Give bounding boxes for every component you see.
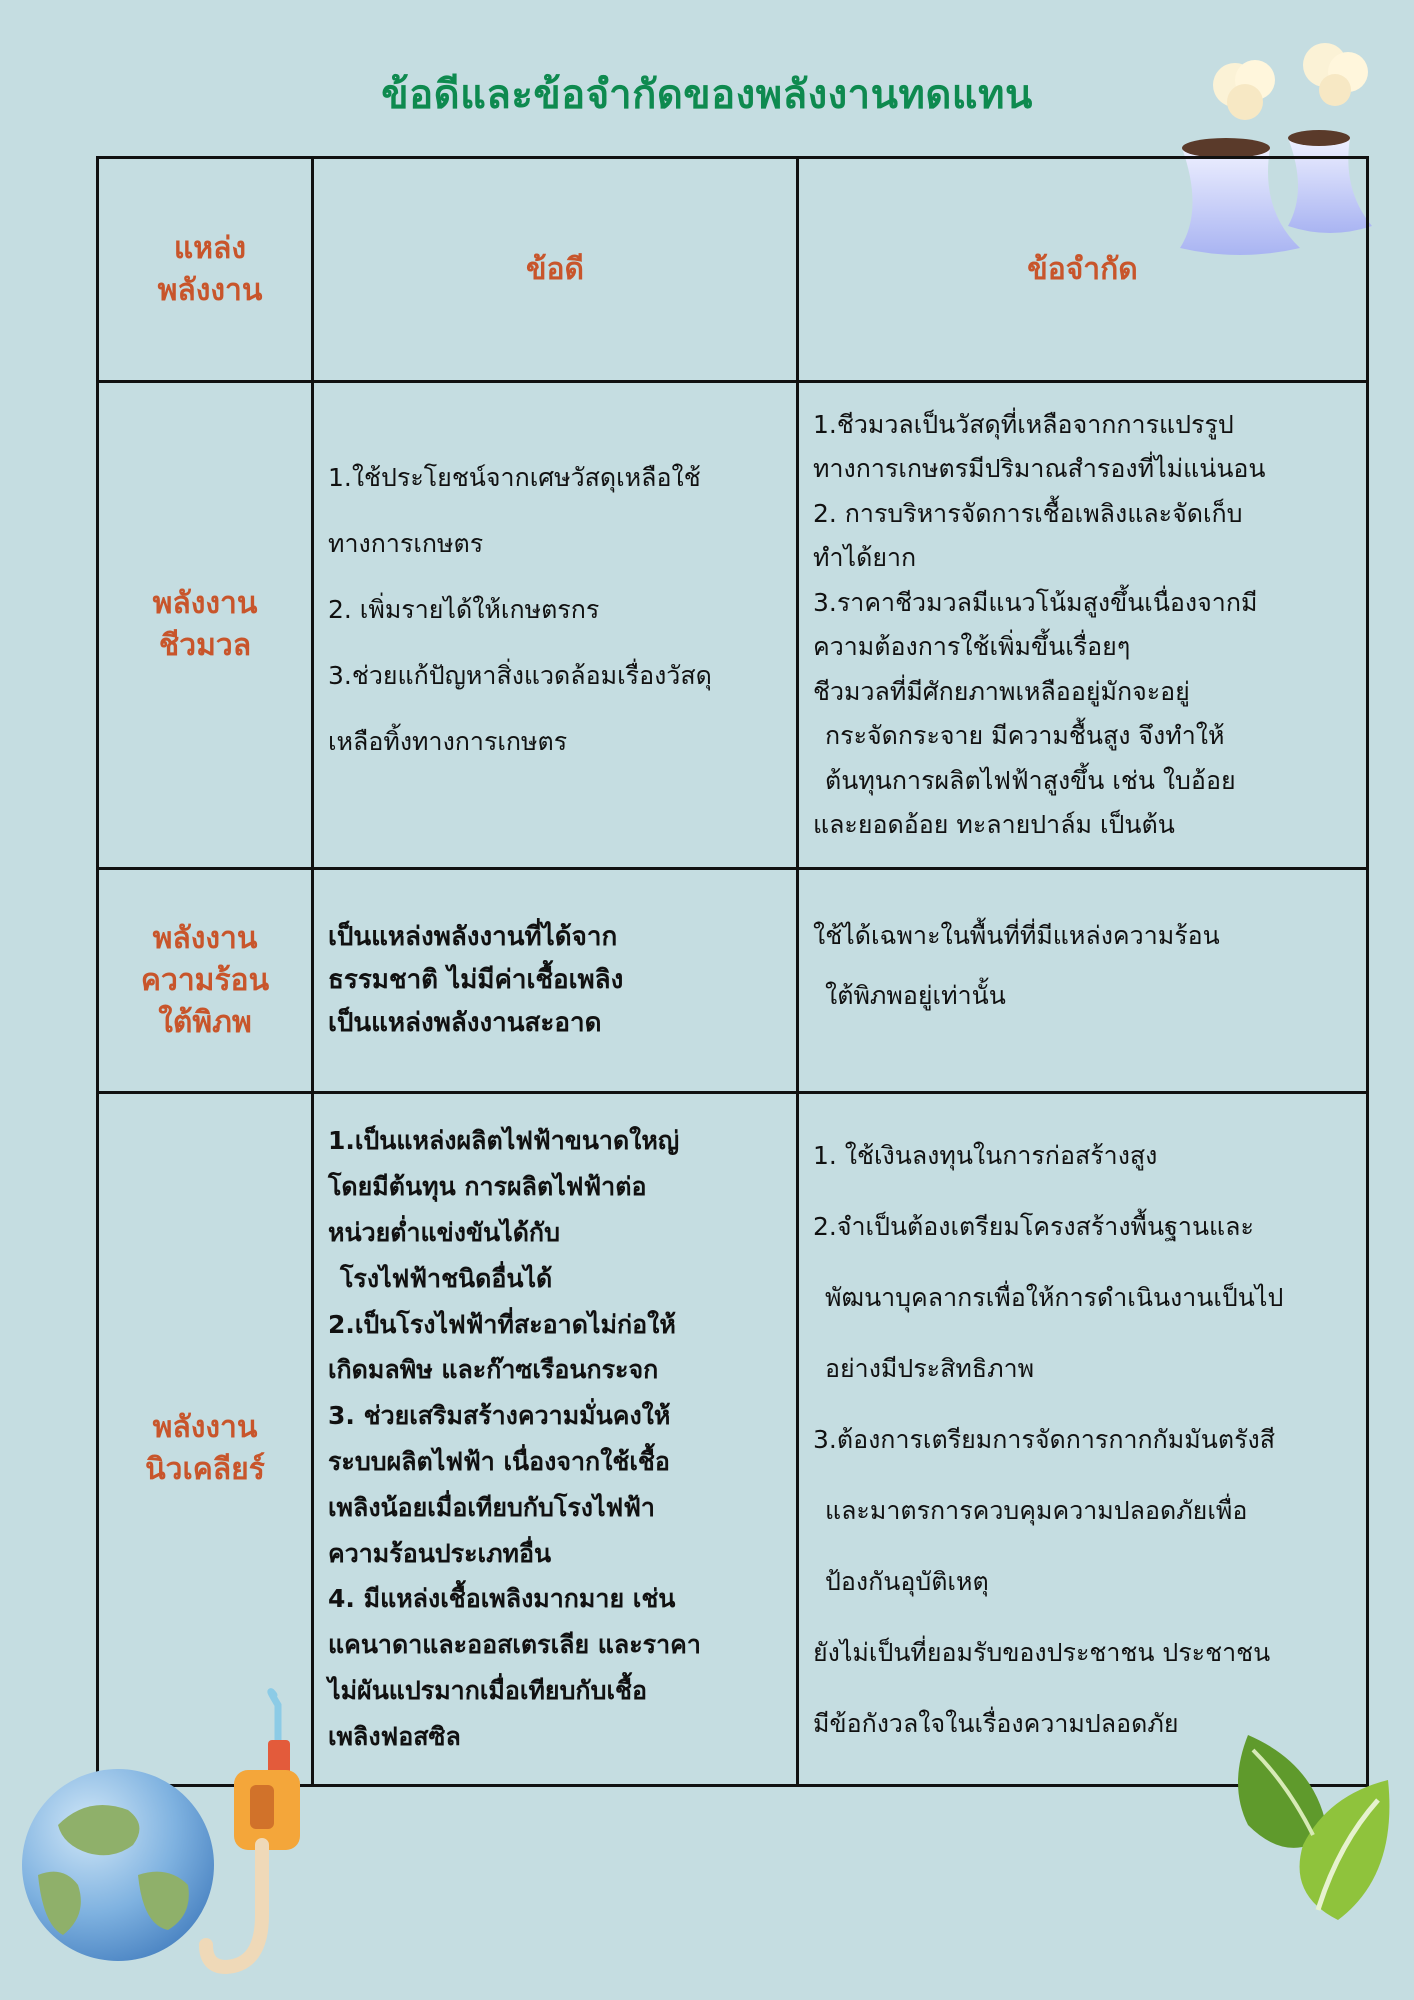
- advantage-line: ความร้อนประเภทอื่น: [328, 1538, 552, 1568]
- source-cell: [98, 869, 313, 1093]
- advantage-line: หน่วยต่ำแข่งขันได้กับ: [328, 1218, 560, 1248]
- advantages-cell: [313, 1093, 798, 1786]
- header-advantages: ข้อดี: [525, 251, 584, 287]
- limitation-line: ทางการเกษตรมีปริมาณสำรองที่ไม่แน่นอน: [813, 454, 1266, 483]
- energy-comparison-table: [96, 156, 1369, 1787]
- advantage-line: เป็นแหล่งพลังงานสะอาด: [328, 1008, 602, 1038]
- advantage-line: โรงไฟฟ้าชนิดอื่นได้: [340, 1263, 553, 1293]
- limitation-line: ใต้พิภพอยู่เท่านั้น: [825, 980, 1006, 1010]
- source-line: พลังงาน: [152, 920, 258, 956]
- advantages-cell: [313, 869, 798, 1093]
- advantage-line: 1.เป็นแหล่งผลิตไฟฟ้าขนาดใหญ่: [328, 1126, 680, 1156]
- source-cell: [98, 1093, 313, 1786]
- table-row-nuclear: [98, 1093, 1368, 1786]
- advantage-line: ระบบผลิตไฟฟ้า เนื่องจากใช้เชื้อ: [328, 1447, 670, 1476]
- source-line: ความร้อน: [140, 962, 270, 998]
- table-row-geothermal: [98, 869, 1368, 1093]
- advantage-line: แคนาดาและออสเตรเลีย และราคา: [328, 1630, 701, 1660]
- limitation-line: อย่างมีประสิทธิภาพ: [825, 1353, 1035, 1383]
- header-limitations-cell: [798, 158, 1368, 382]
- limitation-line: ยังไม่เป็นที่ยอมรับของประชาชน ประชาชน: [813, 1637, 1271, 1667]
- fuel-nozzle-icon: [196, 1685, 316, 1975]
- table-header-row: [98, 158, 1368, 382]
- advantage-line: ทางการเกษตร: [328, 529, 484, 558]
- page-title: ข้อดีและข้อจำกัดของพลังงานทดแทน: [381, 72, 1033, 118]
- limitation-line: ความต้องการใช้เพิ่มขึ้นเรื่อยๆ: [813, 632, 1131, 661]
- advantage-line: 3.ช่วยแก้ปัญหาสิ่งแวดล้อมเรื่องวัสดุ: [328, 661, 712, 690]
- advantages-cell: [313, 382, 798, 869]
- advantage-line: 3. ช่วยเสริมสร้างความมั่นคงให้: [328, 1401, 671, 1431]
- limitation-line: ต้นทุนการผลิตไฟฟ้าสูงขึ้น เช่น ใบอ้อย: [825, 765, 1236, 795]
- limitation-line: 2.จำเป็นต้องเตรียมโครงสร้างพื้นฐานและ: [813, 1211, 1254, 1241]
- source-line: พลังงาน: [152, 586, 258, 621]
- advantage-line: 2. เพิ่มรายได้ให้เกษตรกร: [328, 595, 600, 624]
- limitation-line: 3.ราคาชีวมวลมีแนวโน้มสูงขึ้นเนื่องจากมี: [813, 587, 1258, 617]
- source-line: ชีวมวล: [158, 628, 252, 663]
- earth-globe-icon: [18, 1765, 218, 1965]
- limitation-line: ป้องกันอุบัติเหตุ: [825, 1566, 989, 1596]
- source-line: นิวเคลียร์: [145, 1452, 265, 1487]
- advantage-line: เหลือทิ้งทางการเกษตร: [328, 727, 568, 756]
- header-advantages-cell: [313, 158, 798, 382]
- advantage-line: เกิดมลพิษ และก๊าซเรือนกระจก: [328, 1355, 659, 1385]
- limitation-line: 1. ใช้เงินลงทุนในการก่อสร้างสูง: [813, 1140, 1158, 1170]
- limitation-line: ทำได้ยาก: [813, 543, 917, 572]
- leaf-icon: [1228, 1725, 1398, 1925]
- limitation-line: กระจัดกระจาย มีความชื้นสูง จึงทำให้: [825, 721, 1225, 750]
- header-source-line: พลังงาน: [157, 272, 263, 308]
- source-line: ใต้พิภพ: [158, 1004, 252, 1040]
- limitations-cell: [798, 1093, 1368, 1786]
- table-row-biomass: [98, 382, 1368, 869]
- limitation-line: และมาตรการควบคุมความปลอดภัยเพื่อ: [825, 1495, 1248, 1525]
- limitation-line: 2. การบริหารจัดการเชื้อเพลิงและจัดเก็บ: [813, 498, 1243, 528]
- limitation-line: และยอดอ้อย ทะลายปาล์ม เป็นต้น: [813, 810, 1175, 839]
- header-source-cell: [98, 158, 313, 382]
- advantage-line: 2.เป็นโรงไฟฟ้าที่สะอาดไม่ก่อให้: [328, 1309, 676, 1339]
- limitation-line: พัฒนาบุคลากรเพื่อให้การดำเนินงานเป็นไป: [825, 1282, 1284, 1312]
- limitation-line: 3.ต้องการเตรียมการจัดการกากกัมมันตรังสี: [813, 1424, 1275, 1454]
- limitation-line: มีข้อกังวลใจในเรื่องความปลอดภัย: [813, 1708, 1179, 1738]
- limitations-cell: [798, 869, 1368, 1093]
- advantage-line: เพลิงฟอสซิล: [328, 1721, 461, 1751]
- limitation-line: ใช้ได้เฉพาะในพื้นที่ที่มีแหล่งความร้อน: [813, 920, 1220, 950]
- header-source-line: แหล่ง: [173, 230, 247, 266]
- advantage-line: เป็นแหล่งพลังงานที่ได้จาก: [328, 922, 618, 952]
- source-line: พลังงาน: [152, 1410, 258, 1445]
- advantage-line: เพลิงน้อยเมื่อเทียบกับโรงไฟฟ้า: [328, 1492, 655, 1522]
- advantage-line: 1.ใช้ประโยชน์จากเศษวัสดุเหลือใช้: [328, 463, 701, 492]
- advantage-line: ธรรมชาติ ไม่มีค่าเชื้อเพลิง: [328, 965, 624, 995]
- limitation-line: 1.ชีวมวลเป็นวัสดุที่เหลือจากการแปรรูป: [813, 409, 1234, 439]
- limitation-line: ชีวมวลที่มีศักยภาพเหลืออยู่มักจะอยู่: [813, 676, 1190, 706]
- advantage-line: โดยมีต้นทุน การผลิตไฟฟ้าต่อ: [328, 1172, 647, 1202]
- limitations-cell: [798, 382, 1368, 869]
- header-limitations: ข้อจำกัด: [1027, 251, 1138, 287]
- advantage-line: 4. มีแหล่งเชื้อเพลิงมากมาย เช่น: [328, 1584, 676, 1614]
- source-cell: [98, 382, 313, 869]
- advantage-line: ไม่ผันแปรมากเมื่อเทียบกับเชื้อ: [328, 1675, 647, 1705]
